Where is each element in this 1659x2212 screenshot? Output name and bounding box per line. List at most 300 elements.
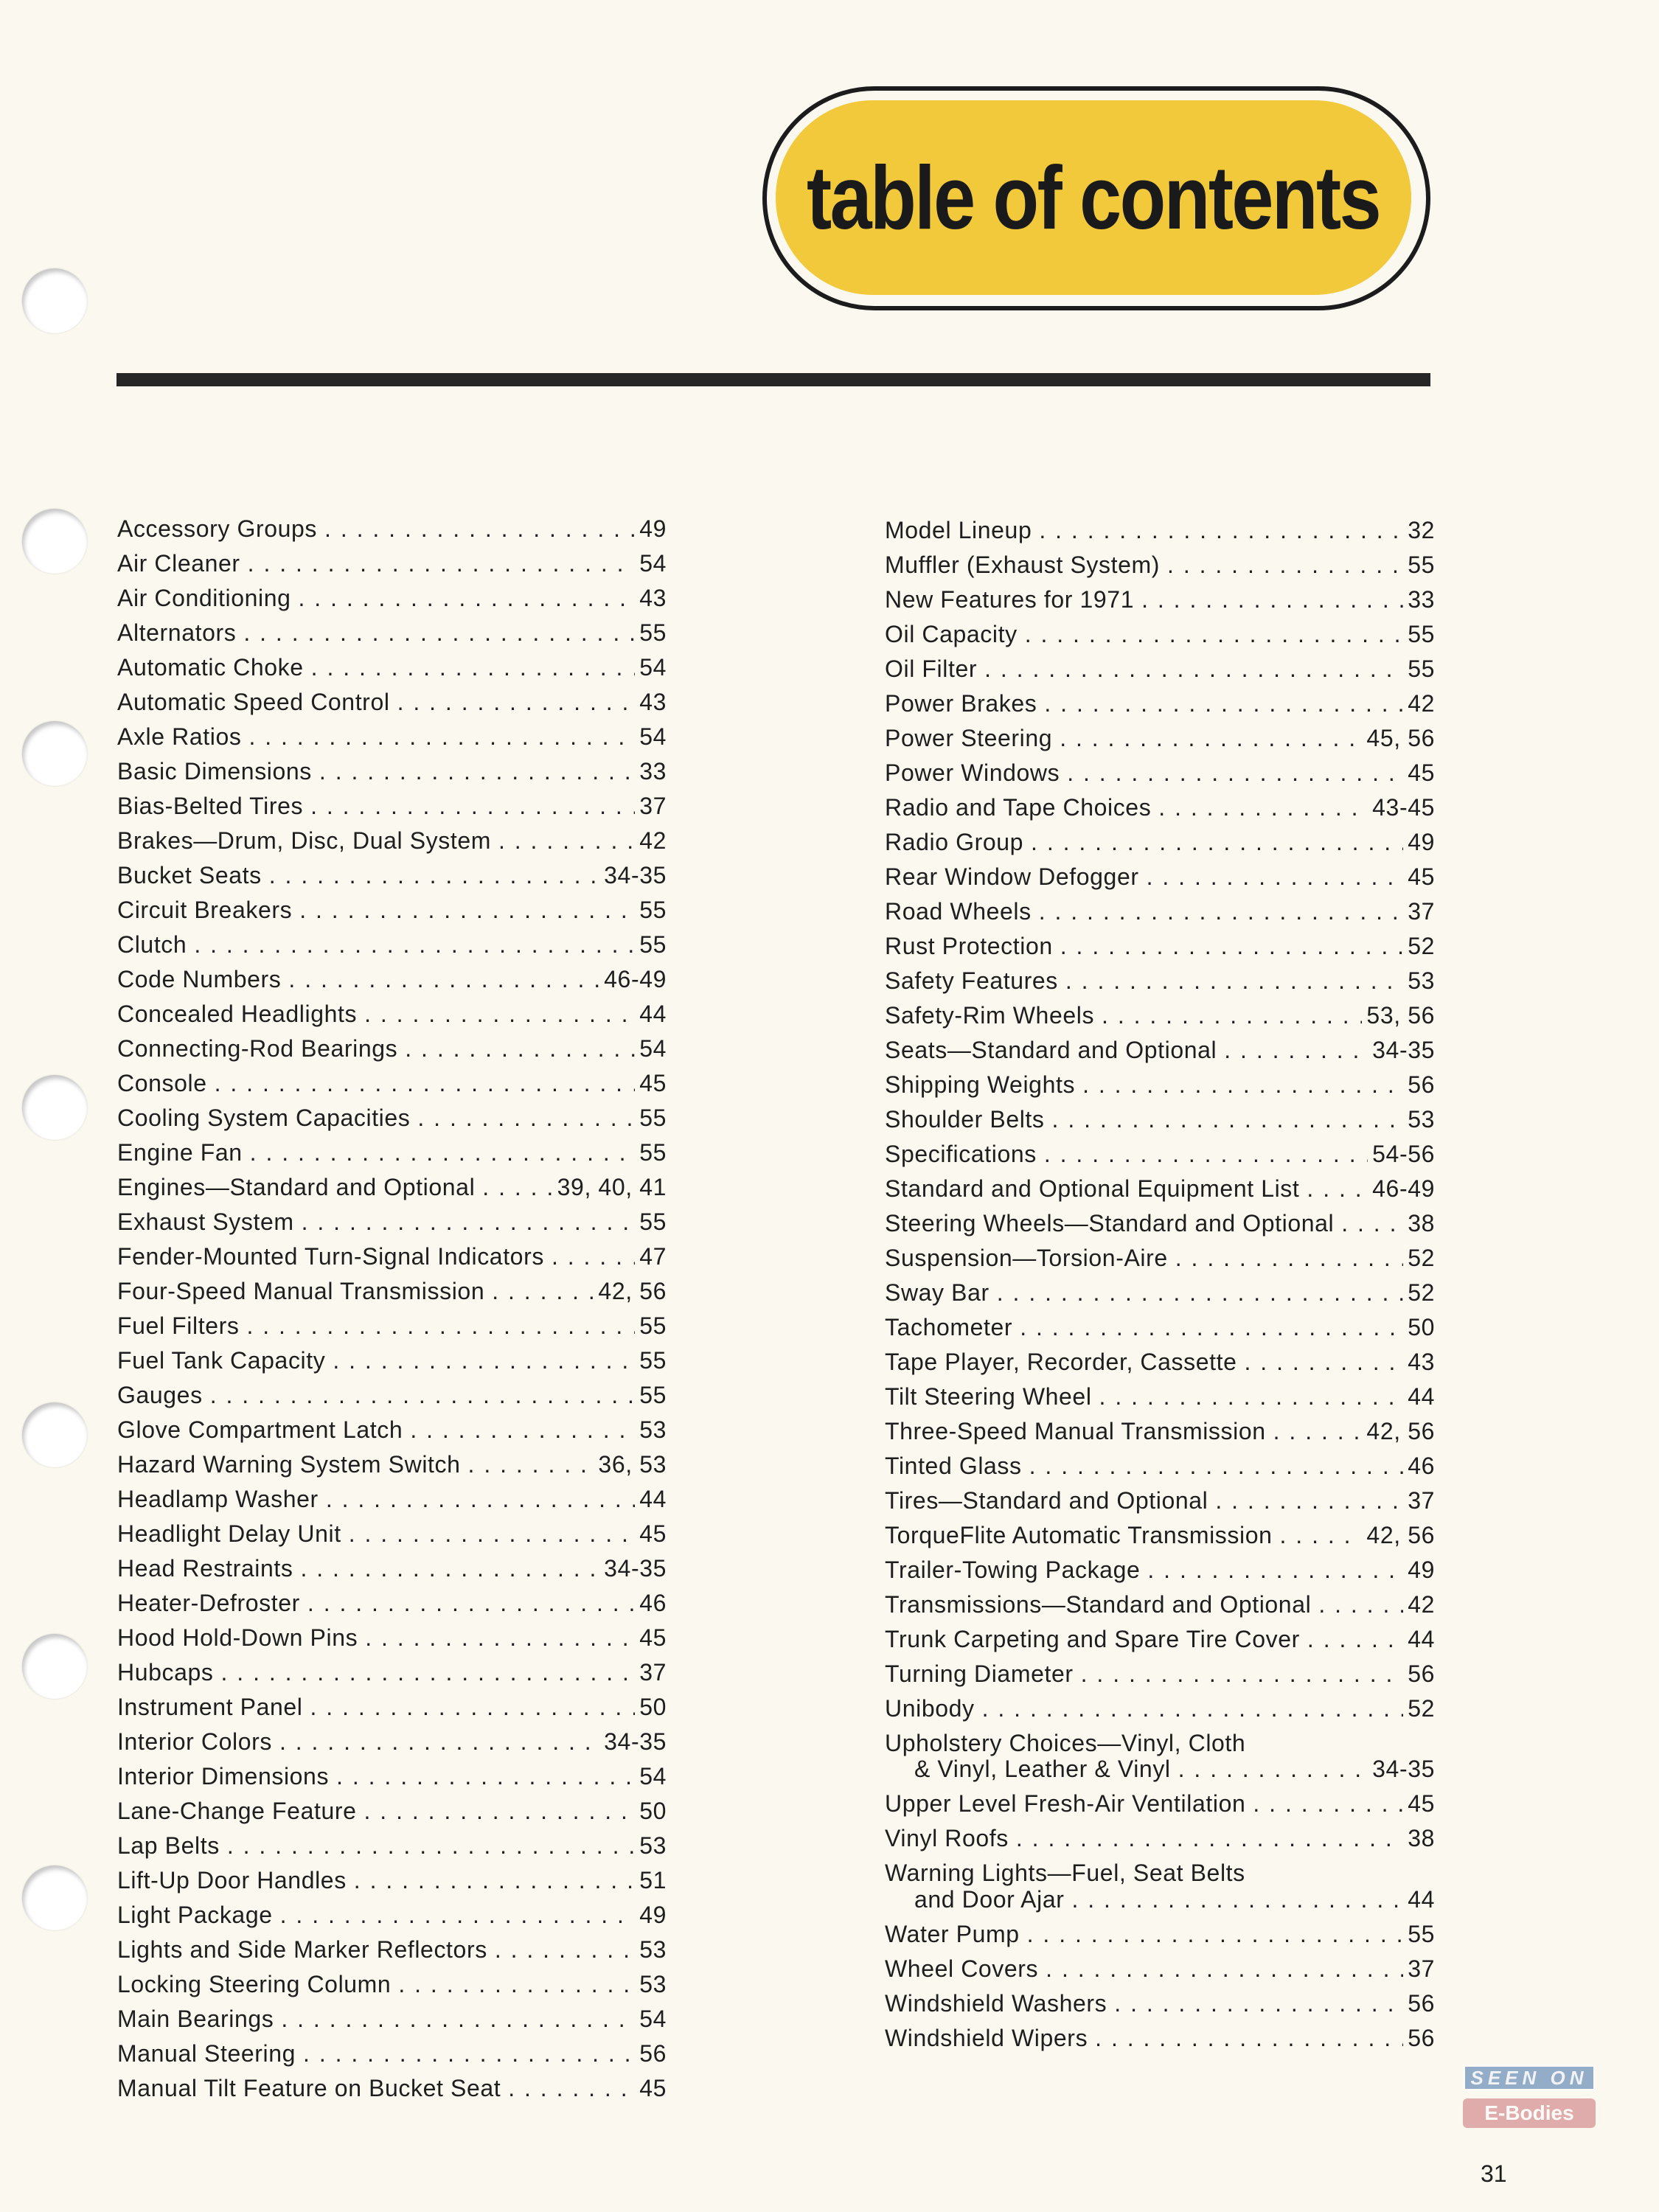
toc-entry-page: 53, 56 — [1366, 1002, 1435, 1029]
dot-leader — [269, 863, 599, 888]
toc-entry — [885, 1991, 1435, 2025]
toc-entry-page: 36, 53 — [598, 1451, 667, 1478]
toc-entry — [117, 897, 667, 932]
toc-entry — [117, 724, 667, 759]
dot-leader — [324, 516, 635, 542]
toc-entry — [117, 1521, 667, 1556]
dot-leader — [1067, 760, 1403, 786]
toc-entry-page: 55 — [639, 1347, 667, 1374]
toc-entry — [885, 1627, 1435, 1661]
dot-leader — [299, 897, 635, 923]
dot-leader — [221, 1660, 636, 1686]
toc-entry-label: Light Package — [117, 1902, 273, 1928]
toc-entry-label: Hood Hold-Down Pins — [117, 1624, 358, 1651]
toc-entry — [117, 1279, 667, 1313]
dot-leader — [1273, 1419, 1363, 1444]
toc-entry-label: Fuel Filters — [117, 1312, 240, 1339]
toc-entry-label: Bucket Seats — [117, 862, 262, 888]
toc-entry — [117, 1833, 667, 1868]
toc-entry-page: 42 — [639, 827, 667, 854]
toc-entry-label: Muffler (Exhaust System) — [885, 552, 1161, 578]
toc-entry-label: Shipping Weights — [885, 1071, 1076, 1098]
dot-leader — [1141, 587, 1403, 613]
dot-leader — [1158, 795, 1368, 821]
dot-leader — [1082, 1072, 1403, 1098]
toc-entry — [117, 655, 667, 689]
toc-entry — [885, 1488, 1435, 1523]
dot-leader — [1025, 622, 1404, 647]
dot-leader — [1224, 1037, 1368, 1063]
dot-leader — [405, 1036, 635, 1062]
toc-entry-page: 53 — [639, 1971, 667, 1997]
toc-left-column — [117, 516, 667, 2110]
toc-entry — [885, 899, 1435, 933]
dot-leader — [288, 967, 599, 992]
toc-entry-page: 37 — [639, 1659, 667, 1686]
toc-entry — [117, 1590, 667, 1625]
dot-leader — [417, 1105, 635, 1131]
toc-entry-label: Lane-Change Feature — [117, 1798, 357, 1824]
dot-leader — [492, 1279, 594, 1304]
dot-leader — [1020, 1315, 1403, 1340]
dot-leader — [410, 1417, 635, 1443]
toc-entry-label: Standard and Optional Equipment List — [885, 1175, 1300, 1202]
page-title: table of contents — [807, 147, 1380, 248]
toc-entry — [885, 622, 1435, 656]
toc-entry-label: Lift-Up Door Handles — [117, 1867, 347, 1893]
toc-entry-label: Air Conditioning — [117, 585, 291, 611]
dot-leader — [508, 2076, 635, 2101]
toc-entry-label: Connecting-Rod Bearings — [117, 1035, 398, 1062]
toc-entry-page: 45 — [639, 2075, 667, 2101]
toc-entry-page: 54 — [639, 550, 667, 577]
toc-entry-page: 46-49 — [604, 966, 667, 992]
toc-entry-label: Axle Ratios — [117, 723, 242, 750]
toc-entry-label: Engines—Standard and Optional — [117, 1174, 476, 1200]
toc-entry-label: Tilt Steering Wheel — [885, 1383, 1092, 1410]
toc-entry-page: 45 — [639, 1520, 667, 1547]
toc-entry — [117, 967, 667, 1001]
dot-leader — [215, 1071, 636, 1096]
dot-leader — [1071, 1887, 1403, 1913]
toc-entry-label: Four-Speed Manual Transmission — [117, 1278, 485, 1304]
toc-entry-label: Specifications — [885, 1141, 1037, 1167]
toc-entry — [885, 1956, 1435, 1991]
toc-entry-page: 44 — [639, 1001, 667, 1027]
toc-entry — [117, 828, 667, 863]
toc-entry-label: Main Bearings — [117, 2006, 274, 2032]
toc-entry — [117, 1798, 667, 1833]
toc-entry-label: Three-Speed Manual Transmission — [885, 1418, 1266, 1444]
dot-leader — [984, 656, 1403, 682]
toc-entry-page: 52 — [1408, 1279, 1435, 1306]
toc-entry — [885, 1176, 1435, 1211]
toc-entry-page: 52 — [1408, 1245, 1435, 1271]
toc-entry-label: Transmissions—Standard and Optional — [885, 1591, 1312, 1618]
toc-entry-label: Fender-Mounted Turn-Signal Indicators — [117, 1243, 544, 1270]
toc-entry-page: 32 — [1408, 517, 1435, 543]
dot-leader — [310, 1694, 636, 1720]
toc-entry-page: 49 — [639, 515, 667, 542]
dot-leader — [997, 1280, 1403, 1306]
punch-hole — [22, 509, 87, 574]
toc-entry-label: Water Pump — [885, 1920, 1020, 1947]
watermark-logo — [1463, 2065, 1596, 2146]
toc-entry-label: Turning Diameter — [885, 1660, 1074, 1687]
toc-entry — [117, 1660, 667, 1694]
toc-entry — [885, 1453, 1435, 1488]
toc-entry-label: Concealed Headlights — [117, 1001, 358, 1027]
toc-entry — [117, 1140, 667, 1175]
toc-entry-label: Manual Tilt Feature on Bucket Seat — [117, 2075, 501, 2101]
toc-entry-page: 37 — [1408, 1487, 1435, 1514]
toc-entry-label: Model Lineup — [885, 517, 1032, 543]
dot-leader — [468, 1452, 594, 1478]
toc-entry — [885, 1557, 1435, 1592]
dot-leader — [1031, 830, 1403, 855]
toc-entry — [885, 1072, 1435, 1107]
toc-entry-page: 52 — [1408, 1695, 1435, 1722]
toc-entry — [885, 1107, 1435, 1141]
dot-leader — [302, 1209, 636, 1235]
toc-entry-label: Trailer-Towing Package — [885, 1557, 1141, 1583]
toc-entry — [885, 1419, 1435, 1453]
toc-entry-page: 34-35 — [604, 1728, 667, 1755]
toc-entry-page: 46 — [639, 1590, 667, 1616]
toc-entry — [885, 1211, 1435, 1245]
toc-entry-label: Radio and Tape Choices — [885, 794, 1152, 821]
toc-entry — [885, 1315, 1435, 1349]
toc-entry-label: Instrument Panel — [117, 1694, 303, 1720]
toc-entry-page: 56 — [1408, 1660, 1435, 1687]
toc-entry-label: Accessory Groups — [117, 515, 318, 542]
toc-entry — [885, 691, 1435, 726]
toc-entry-label: Manual Steering — [117, 2040, 296, 2067]
dot-leader — [1114, 1991, 1403, 2017]
toc-entry-label: Interior Colors — [117, 1728, 272, 1755]
dot-leader — [364, 1001, 635, 1027]
toc-entry-page: 46 — [1408, 1453, 1435, 1479]
dot-leader — [319, 759, 635, 785]
toc-entry-page: 43-45 — [1372, 794, 1435, 821]
toc-entry-label: Glove Compartment Latch — [117, 1416, 403, 1443]
dot-leader — [300, 1556, 599, 1582]
toc-entry-label: Tachometer — [885, 1314, 1013, 1340]
toc-entry-page: 54 — [639, 1763, 667, 1790]
toc-entry — [885, 1280, 1435, 1315]
toc-entry-label: Tinted Glass — [885, 1453, 1022, 1479]
toc-entry — [117, 1452, 667, 1486]
dot-leader — [336, 1764, 635, 1790]
toc-entry — [885, 518, 1435, 552]
toc-entry-label: Brakes—Drum, Disc, Dual System — [117, 827, 491, 854]
toc-entry — [885, 1037, 1435, 1072]
toc-entry-page: 44 — [639, 1486, 667, 1512]
toc-entry-page: 42 — [1408, 1591, 1435, 1618]
toc-entry — [117, 1209, 667, 1244]
toc-entry-page: 42, 56 — [598, 1278, 667, 1304]
toc-entry — [117, 2076, 667, 2110]
toc-entry-page: 54-56 — [1372, 1141, 1435, 1167]
dot-leader — [1341, 1211, 1403, 1237]
toc-entry-page: 49 — [1408, 1557, 1435, 1583]
toc-entry-page: 37 — [639, 793, 667, 819]
dot-leader — [1095, 2025, 1403, 2051]
toc-entry — [117, 1382, 667, 1417]
toc-entry — [117, 863, 667, 897]
toc-entry — [885, 1826, 1435, 1860]
toc-entry — [117, 1486, 667, 1521]
toc-entry — [885, 1245, 1435, 1280]
toc-entry — [117, 1902, 667, 1937]
toc-entry-page: 51 — [639, 1867, 667, 1893]
toc-entry-page: 42, 56 — [1366, 1418, 1435, 1444]
toc-entry-page: 53 — [1408, 1106, 1435, 1133]
dot-leader — [1065, 968, 1403, 994]
toc-entry — [117, 1175, 667, 1209]
toc-entry — [117, 793, 667, 828]
toc-entry-label: Steering Wheels—Standard and Optional — [885, 1210, 1335, 1237]
toc-entry-page: 56 — [1408, 2024, 1435, 2051]
toc-entry — [885, 587, 1435, 622]
dot-leader — [1147, 864, 1404, 890]
title-badge — [776, 100, 1411, 295]
toc-entry — [117, 1313, 667, 1348]
toc-entry — [117, 551, 667, 585]
toc-entry-page: 53 — [639, 1832, 667, 1859]
punch-hole — [22, 1075, 87, 1140]
toc-entry-page: 34-35 — [1372, 1756, 1435, 1783]
dot-leader — [1046, 1956, 1403, 1982]
toc-entry-label: Automatic Speed Control — [117, 689, 390, 715]
dot-leader — [1280, 1523, 1363, 1548]
dot-leader — [365, 1625, 635, 1651]
toc-entry-label: Seats—Standard and Optional — [885, 1037, 1217, 1063]
dot-leader — [246, 1313, 635, 1339]
toc-entry-page: 45 — [639, 1070, 667, 1096]
toc-entry — [885, 1791, 1435, 1826]
toc-entry-page: 54 — [639, 723, 667, 750]
dot-leader — [1178, 1756, 1368, 1782]
toc-entry-label: Rear Window Defogger — [885, 863, 1139, 890]
toc-entry — [885, 1731, 1435, 1782]
toc-entry-label-continued: and Door Ajar — [914, 1885, 1065, 1913]
toc-entry-label: Upper Level Fresh-Air Ventilation — [885, 1790, 1246, 1818]
toc-entry-page: 45 — [1408, 863, 1435, 890]
toc-entry-label: Automatic Choke — [117, 654, 304, 681]
toc-entry — [117, 1868, 667, 1902]
dot-leader — [1099, 1384, 1404, 1410]
toc-entry-label: Exhaust System — [117, 1208, 294, 1235]
dot-leader — [1016, 1826, 1403, 1851]
toc-entry-label: Head Restraints — [117, 1555, 293, 1582]
toc-entry-page: 44 — [1408, 1626, 1435, 1652]
toc-entry — [117, 2006, 667, 2041]
toc-entry-page: 44 — [1408, 1383, 1435, 1410]
toc-entry-label: Interior Dimensions — [117, 1763, 330, 1790]
toc-entry — [117, 620, 667, 655]
dot-leader — [227, 1833, 635, 1859]
toc-entry-label: Hubcaps — [117, 1659, 214, 1686]
dot-leader — [210, 1382, 636, 1408]
toc-entry — [117, 1348, 667, 1382]
toc-entry — [885, 760, 1435, 795]
dot-leader — [303, 2041, 635, 2067]
toc-entry — [885, 2025, 1435, 2060]
toc-entry — [885, 933, 1435, 968]
toc-entry-page: 45 — [1408, 759, 1435, 786]
toc-entry-label: Tires—Standard and Optional — [885, 1487, 1208, 1514]
toc-entry-label: Headlight Delay Unit — [117, 1520, 341, 1547]
toc-entry-page: 55 — [1408, 655, 1435, 682]
toc-entry — [117, 932, 667, 967]
toc-entry-label: Sway Bar — [885, 1279, 990, 1306]
toc-entry-page: 55 — [1408, 1920, 1435, 1947]
toc-entry-label: Heater-Defroster — [117, 1590, 300, 1616]
toc-entry — [885, 1349, 1435, 1384]
dot-leader — [498, 828, 635, 854]
toc-entry-label: Trunk Carpeting and Spare Tire Cover — [885, 1626, 1300, 1652]
toc-entry-label: Circuit Breakers — [117, 897, 293, 923]
toc-entry — [885, 864, 1435, 899]
toc-entry-page: 49 — [1408, 829, 1435, 855]
dot-leader — [397, 689, 636, 715]
dot-leader — [248, 551, 636, 577]
dot-leader — [482, 1175, 552, 1200]
punch-hole — [22, 268, 87, 333]
toc-entry-page: 55 — [639, 1139, 667, 1166]
toc-entry-page: 50 — [639, 1694, 667, 1720]
toc-entry — [885, 1523, 1435, 1557]
toc-entry-label: Power Windows — [885, 759, 1060, 786]
toc-entry-label: Bias-Belted Tires — [117, 793, 304, 819]
toc-entry-label: Clutch — [117, 931, 187, 958]
toc-entry — [117, 759, 667, 793]
punch-hole — [22, 721, 87, 786]
toc-entry — [117, 1244, 667, 1279]
toc-entry-label: TorqueFlite Automatic Transmission — [885, 1522, 1273, 1548]
toc-entry-label: Hazard Warning System Switch — [117, 1451, 461, 1478]
dot-leader — [310, 793, 635, 819]
toc-entry — [885, 1141, 1435, 1176]
toc-entry — [117, 689, 667, 724]
toc-entry-page: 55 — [639, 1312, 667, 1339]
header-rule — [116, 373, 1430, 386]
toc-entry-label: Cooling System Capacities — [117, 1105, 411, 1131]
toc-entry — [117, 585, 667, 620]
dot-leader — [349, 1521, 636, 1547]
toc-entry-page: 33 — [639, 758, 667, 785]
toc-entry-page: 33 — [1408, 586, 1435, 613]
dot-leader — [1147, 1557, 1403, 1583]
toc-entry-label: Headlamp Washer — [117, 1486, 319, 1512]
dot-leader — [1039, 899, 1404, 925]
dot-leader — [1318, 1592, 1403, 1618]
watermark-line2: E-Bodies — [1463, 2098, 1596, 2128]
toc-entry-label: Warning Lights—Fuel, Seat Belts — [885, 1860, 1245, 1887]
toc-entry-page: 55 — [639, 897, 667, 923]
toc-entry — [885, 726, 1435, 760]
toc-entry-page: 53 — [1408, 967, 1435, 994]
toc-entry-label: Air Cleaner — [117, 550, 240, 577]
toc-entry-page: 52 — [1408, 933, 1435, 959]
dot-leader — [307, 1590, 635, 1616]
toc-entry-label: New Features for 1971 — [885, 586, 1135, 613]
toc-entry-label: Power Brakes — [885, 690, 1037, 717]
dot-leader — [250, 1140, 636, 1166]
toc-entry-page: 50 — [639, 1798, 667, 1824]
toc-entry-label: Unibody — [885, 1695, 975, 1722]
toc-entry — [885, 1860, 1435, 1912]
toc-entry — [885, 1592, 1435, 1627]
punch-hole — [22, 1634, 87, 1699]
dot-leader — [364, 1798, 636, 1824]
dot-leader — [1245, 1349, 1404, 1375]
toc-entry — [117, 1036, 667, 1071]
toc-entry — [885, 830, 1435, 864]
dot-leader — [280, 1902, 636, 1928]
toc-entry-label: Alternators — [117, 619, 237, 646]
toc-entry-page: 42 — [1408, 690, 1435, 717]
toc-entry-label: Safety-Rim Wheels — [885, 1002, 1095, 1029]
toc-entry — [117, 1764, 667, 1798]
toc-entry-page: 55 — [639, 1105, 667, 1131]
toc-entry-page: 46-49 — [1372, 1175, 1435, 1202]
toc-entry-page: 42, 56 — [1366, 1522, 1435, 1548]
toc-entry — [117, 1694, 667, 1729]
dot-leader — [1039, 518, 1403, 543]
toc-entry-label: Windshield Washers — [885, 1989, 1107, 2017]
toc-entry-page: 53 — [639, 1416, 667, 1443]
toc-entry-page: 55 — [639, 619, 667, 646]
toc-entry-label: Road Wheels — [885, 898, 1032, 925]
toc-entry-label: Lap Belts — [117, 1832, 220, 1859]
punch-hole — [22, 1865, 87, 1930]
watermark-line1: SEEN ON — [1463, 2065, 1596, 2091]
punch-hole — [22, 1402, 87, 1467]
toc-entry-page: 54 — [639, 1035, 667, 1062]
toc-entry-page: 39, 40, 41 — [557, 1174, 667, 1200]
toc-entry-page: 34-35 — [604, 862, 667, 888]
toc-entry-page: 55 — [639, 1208, 667, 1235]
toc-entry-label: Locking Steering Column — [117, 1971, 392, 1997]
toc-entry-label: Fuel Tank Capacity — [117, 1347, 326, 1374]
toc-entry-label: Vinyl Roofs — [885, 1825, 1009, 1852]
dot-leader — [1253, 1791, 1403, 1817]
dot-leader — [1081, 1661, 1404, 1687]
toc-right-column — [885, 518, 1435, 2060]
toc-entry-page: 34-35 — [1372, 1037, 1435, 1063]
toc-entry-label: Basic Dimensions — [117, 758, 312, 785]
toc-entry-label: Console — [117, 1070, 207, 1096]
toc-entry-page: 55 — [1408, 552, 1435, 578]
toc-entry-page: 45, 56 — [1366, 725, 1435, 751]
dot-leader — [1027, 1921, 1404, 1947]
dot-leader — [1060, 933, 1403, 959]
dot-leader — [1175, 1245, 1403, 1271]
toc-entry-page: 55 — [639, 931, 667, 958]
toc-entry — [117, 1556, 667, 1590]
toc-entry-page: 55 — [1408, 621, 1435, 647]
toc-entry — [885, 1661, 1435, 1696]
toc-entry-page: 34-35 — [604, 1555, 667, 1582]
toc-entry — [885, 552, 1435, 587]
toc-entry-page: 55 — [639, 1382, 667, 1408]
toc-entry-label: Power Steering — [885, 725, 1053, 751]
dot-leader — [495, 1937, 635, 1963]
toc-entry-label: Rust Protection — [885, 933, 1053, 959]
dot-leader — [326, 1486, 635, 1512]
